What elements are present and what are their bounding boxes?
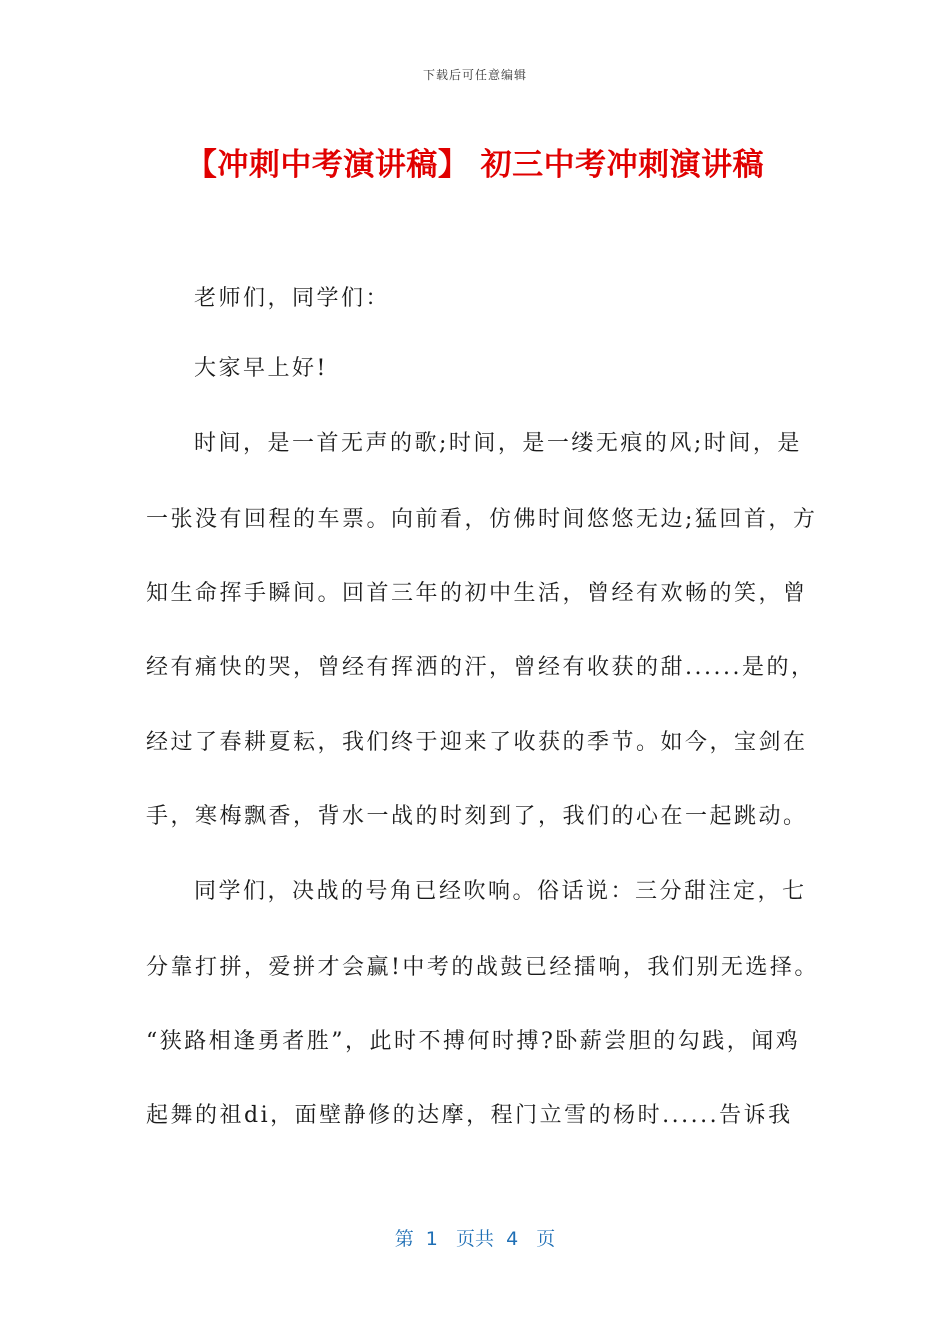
text-line: 经有痛快的哭，曾经有挥洒的汗，曾经有收获的甜......是的， xyxy=(146,655,816,680)
text-line: 一张没有回程的车票。向前看，仿佛时间悠悠无边;猛回首，方 xyxy=(146,507,818,532)
text-line: 手，寒梅飘香，背水一战的时刻到了，我们的心在一起跳动。 xyxy=(146,804,808,829)
header-note: 下载后可任意编辑 xyxy=(422,68,527,82)
text-line: 大家早上好! xyxy=(194,356,328,381)
text-line: 同学们，决战的号角已经吹响。俗话说：三分甜注定，七 xyxy=(194,879,807,904)
text-line: “狭路相逢勇者胜”，此时不搏何时搏?卧薪尝胆的勾践，闻鸡 xyxy=(146,1029,801,1054)
text-line: 知生命挥手瞬间。回首三年的初中生活，曾经有欢畅的笑，曾 xyxy=(146,581,808,606)
page-number: 第 1 页共 4 页 xyxy=(394,1228,556,1250)
text-line: 分靠打拼，爱拼才会赢!中考的战鼓已经擂响，我们别无选择。 xyxy=(146,955,819,980)
document-title: 【冲刺中考演讲稿】 初三中考冲刺演讲稿 xyxy=(185,147,765,183)
text-line: 起舞的祖di，面壁静修的达摩，程门立雪的杨时......告诉我 xyxy=(146,1103,793,1128)
text-line: 时间，是一首无声的歌;时间，是一缕无痕的风;时间，是 xyxy=(194,431,802,456)
text-line: 老师们，同学们： xyxy=(194,286,391,311)
text-line: 经过了春耕夏耘，我们终于迎来了收获的季节。如今，宝剑在 xyxy=(146,730,808,755)
